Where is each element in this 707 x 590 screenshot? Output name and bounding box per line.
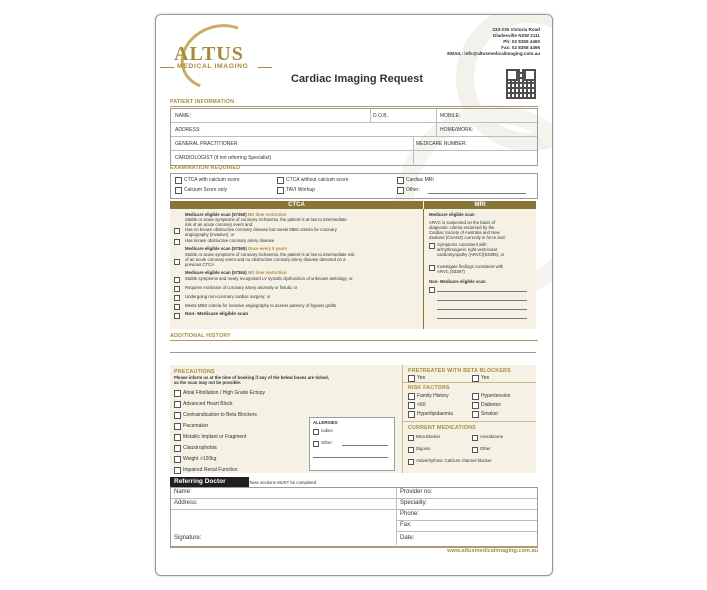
precaution-label: Claustrophobia bbox=[183, 445, 217, 451]
ctca-option-checkbox[interactable] bbox=[174, 295, 180, 301]
ctca-option-checkbox[interactable] bbox=[174, 259, 180, 265]
name-field[interactable]: NAME: bbox=[175, 113, 191, 119]
fax-field[interactable]: Fax: bbox=[400, 522, 412, 528]
cardiologist-field[interactable]: CARDIOLOGIST (if not referring Specialist) bbox=[175, 155, 272, 161]
precaution-label: Pacemaker bbox=[183, 423, 209, 429]
pacemaker-checkbox[interactable] bbox=[174, 423, 181, 430]
risk-label: Smoker bbox=[481, 411, 499, 417]
precaution-label: Impaired Renal Function bbox=[183, 467, 238, 473]
risk-label: Hypertension bbox=[481, 393, 511, 399]
risk-label: <60 bbox=[417, 402, 426, 408]
metallic-implant-checkbox[interactable] bbox=[174, 434, 181, 441]
ctca-header: CTCA bbox=[170, 201, 423, 209]
phone-field[interactable]: Phone: bbox=[400, 511, 420, 517]
ctca-5yr-heading: Medicare eligible scan (57360) Once every 5 years bbox=[185, 246, 287, 251]
medicare-field[interactable]: MEDICARE NUMBER: bbox=[416, 141, 467, 147]
med-checkbox[interactable] bbox=[408, 459, 414, 465]
iodine-checkbox[interactable] bbox=[313, 429, 319, 435]
precaution-label: Atrial Fibrillation / High Grade Ectopy bbox=[183, 390, 265, 396]
doctor-name-field[interactable]: Name: bbox=[174, 489, 192, 495]
med-checkbox[interactable] bbox=[408, 447, 414, 453]
referring-doctor-heading: Referring Doctor bbox=[170, 477, 249, 487]
beta-yes-label: Yes bbox=[417, 375, 426, 381]
footer-website: www.altusmedicalimaging.com.au bbox=[447, 548, 538, 554]
homework-field[interactable]: HOME/WORK: bbox=[440, 127, 474, 133]
doctor-address-field[interactable]: Address: bbox=[174, 500, 198, 506]
qr-code bbox=[506, 69, 536, 99]
other-allergy-checkbox[interactable] bbox=[313, 441, 319, 447]
precaution-label: Contraindication to Beta Blockers bbox=[183, 412, 257, 418]
risk-heading: RISK FACTORS bbox=[408, 385, 450, 391]
ctca-without-calcium-checkbox[interactable] bbox=[277, 177, 284, 184]
precaution-label: Metallic Implant or Fragment bbox=[183, 434, 247, 440]
precaution-label: Weight >120kg bbox=[183, 456, 217, 462]
beta-yes-checkbox[interactable] bbox=[408, 375, 415, 382]
beta-yes-checkbox[interactable] bbox=[472, 375, 479, 382]
additional-history-heading: ADDITIONAL HISTORY bbox=[170, 333, 231, 339]
med-label: Beta Blocker bbox=[416, 434, 441, 439]
speciality-field[interactable]: Speciality: bbox=[400, 500, 428, 506]
mri-option-checkbox[interactable] bbox=[429, 243, 435, 249]
ctca-option-checkbox[interactable] bbox=[174, 286, 180, 292]
beta-contra-checkbox[interactable] bbox=[174, 412, 181, 419]
mri-option-checkbox[interactable] bbox=[429, 265, 435, 271]
other-exam-checkbox[interactable] bbox=[397, 187, 404, 194]
mri-header: MRI bbox=[424, 201, 536, 209]
claustrophobia-checkbox[interactable] bbox=[174, 445, 181, 452]
page-title: Cardiac Imaging Request bbox=[291, 73, 424, 85]
heart-block-checkbox[interactable] bbox=[174, 401, 181, 408]
ctca-option-checkbox[interactable] bbox=[174, 277, 180, 283]
mri-option-checkbox[interactable] bbox=[429, 287, 435, 293]
allergies-heading: ALLERGIES bbox=[313, 420, 338, 425]
ctca-option-checkbox[interactable] bbox=[174, 239, 180, 245]
exam-option-label: TAVI Workup bbox=[286, 187, 315, 193]
weight-checkbox[interactable] bbox=[174, 456, 181, 463]
calcium-score-checkbox[interactable] bbox=[175, 187, 182, 194]
referring-box bbox=[170, 487, 538, 547]
address-field[interactable]: ADDRESS: bbox=[175, 127, 201, 133]
meds-heading: CURRENT MEDICATIONS bbox=[408, 425, 476, 431]
med-label: Digoxin bbox=[416, 446, 431, 451]
exam-option-label: CTCA with calcium score bbox=[184, 177, 240, 183]
mri-medicare-heading: Medicare eligible scan bbox=[429, 212, 475, 217]
med-label: Amiodarone bbox=[480, 434, 504, 439]
ctca-option-checkbox[interactable] bbox=[174, 313, 180, 319]
precaution-label: Advanced Heart Block bbox=[183, 401, 233, 407]
exam-option-label: Other: bbox=[406, 187, 420, 193]
precautions-heading: PRECAUTIONS bbox=[174, 369, 215, 375]
risk-label: Hyperlipidaemia bbox=[417, 411, 453, 417]
signature-field[interactable]: Signature: bbox=[174, 535, 202, 541]
ctca-with-calcium-checkbox[interactable] bbox=[175, 177, 182, 184]
tavi-workup-checkbox[interactable] bbox=[277, 187, 284, 194]
risk-checkbox[interactable] bbox=[408, 393, 415, 400]
med-checkbox[interactable] bbox=[408, 435, 414, 441]
risk-label: Family History bbox=[417, 393, 449, 399]
ctca-57364-heading: Medicare eligible scan (57364) NO time restriction bbox=[185, 270, 287, 275]
exam-option-label: CTCA without calcium score bbox=[286, 177, 349, 183]
mri-non-medicare-heading: Non- Medicare eligible scan bbox=[429, 279, 486, 284]
referring-note: These sections MUST be completed bbox=[247, 480, 317, 485]
risk-checkbox[interactable] bbox=[408, 402, 415, 409]
ctca-option-checkbox[interactable] bbox=[174, 228, 180, 234]
risk-label: Diabetes bbox=[481, 402, 501, 408]
beta-heading: PRETREATED WITH BETA BLOCKERS bbox=[408, 368, 511, 374]
allergy-label: Other: bbox=[321, 440, 333, 445]
ctca-option-checkbox[interactable] bbox=[174, 304, 180, 310]
patient-info-heading: PATIENT INFORMATION bbox=[170, 99, 235, 105]
ctca-57360-heading: Medicare eligible scan (57360) NO time restriction bbox=[185, 212, 287, 217]
med-checkbox[interactable] bbox=[472, 447, 478, 453]
med-label: Antiarrhythmic Calcium channel blocker bbox=[416, 458, 492, 463]
date-field[interactable]: Date: bbox=[400, 535, 415, 541]
risk-checkbox[interactable] bbox=[472, 393, 479, 400]
renal-checkbox[interactable] bbox=[174, 467, 181, 474]
exam-option-label: Calcium Score only bbox=[184, 187, 228, 193]
mobile-field[interactable]: MOBILE: bbox=[440, 113, 461, 119]
risk-checkbox[interactable] bbox=[472, 411, 479, 418]
clinic-address: 233-235 Victoria Road Gladesville NSW 2111 Ph: 02 8358 4460 Fax: 02 8358 4466 EMAIL: info@altusmedicalimaging.com.au bbox=[447, 27, 540, 56]
cardiac-mri-checkbox[interactable] bbox=[397, 177, 404, 184]
med-checkbox[interactable] bbox=[472, 435, 478, 441]
exam-heading: EXAMINATION REQUIRED bbox=[170, 165, 241, 171]
beta-yes-label: Yes bbox=[481, 375, 490, 381]
dob-field[interactable]: D.O.B. bbox=[373, 113, 389, 119]
request-form-sheet: ALTUS MEDICAL IMAGING 233-235 Victoria Road Gladesville NSW 2111 Ph: 02 8358 4460 Fax: 02 8358 4466 EMAIL: info@altusmedicalimaging.com.au Cardiac Imaging Request PATIENT INFORMATION NAME: D.O.B. MOBILE: ADDRESS: HOME/WORK: GENERAL PRACTITIONER: MEDICARE NUMBER: CARDIOLOGIST (if not referring Specialist) EXAMINATION REQUIRED CTCA with calcium score CTCA without calcium score Cardiac MRI Calcium Score only TAVI Workup Other: CTCA MRI Medicare eligible scan (57360) NO time restriction Stable or acute symptoms of coronary ischaemia, the patient is at low to intermediate risk of an acute coronary event and: Has no known obstructive coronary disease but meets MBS criteria for coronary angiography (invasive); or Has known obstructive coronary artery disease Medicare eligible scan (57360) Once every 5 years Stable or acute symptoms of coronary ischaemia, the patient is at low to intermediate risk of an acute coronary event and no obstructive coronary artery disease detected on a previous CTCA Medicare eligible scan (57364) NO time restriction Stable symptoms and newly recognised LV systolic dysfunction of unknown aetiology; or Requires exclusion of coronary artery anomaly or fistula; or Undergoing non-coronary cardiac surgery; or Meets MBS criteria for invasive angiography to assess patency of bypass grafts Non- Medicare eligible scan Medicare eligible scan ARVC is suspected on the basis of diagnostic criteria endorsed by the Cardiac Society of Australia and New Zealand (CSANZ) currently in force and: Symptoms consistent with arrhythmogenic right ventricular cardiomyopathy (ARVC)(63395); or Investigate findings consistent with ARVC (63397) Non- Medicare eligible scan ADDITIONAL HISTORY PRECAUTIONS Please inform us at the time of booking if any of the below boxes are ticked, as the scan may not be possible. Atrial Fibrillation / High Grade Ectopy Advanced Heart Block Contraindication to Beta Blockers Pacemaker Metallic Implant or Fragment Claustrophobia Weight >120kg Impaired Renal Function ALLERGIES Iodine Other: PRETREATED WITH BETA BLOCKERS Yes Yes RISK FACTORS Family History Hypertension <60 Diabetes Hyperlipidaemia Smoker CURRENT MEDICATIONS Beta Blocker Amiodarone Digoxin Other Antiarrhythmic Calcium channel blocker Referring Doctor These sections MUST be completed Name: Address: Signature: Provider no: Speciality: Phone: Fax: Date: www.altusmedicalimaging.com.au bbox=[155, 14, 553, 576]
exam-option-label: Cardiac MRI bbox=[406, 177, 434, 183]
af-checkbox[interactable] bbox=[174, 390, 181, 397]
allergy-label: Iodine bbox=[321, 428, 333, 433]
med-label: Other bbox=[480, 446, 491, 451]
risk-checkbox[interactable] bbox=[408, 411, 415, 418]
gp-field[interactable]: GENERAL PRACTITIONER: bbox=[175, 141, 239, 147]
provider-no-field[interactable]: Provider no: bbox=[400, 489, 433, 495]
risk-checkbox[interactable] bbox=[472, 402, 479, 409]
